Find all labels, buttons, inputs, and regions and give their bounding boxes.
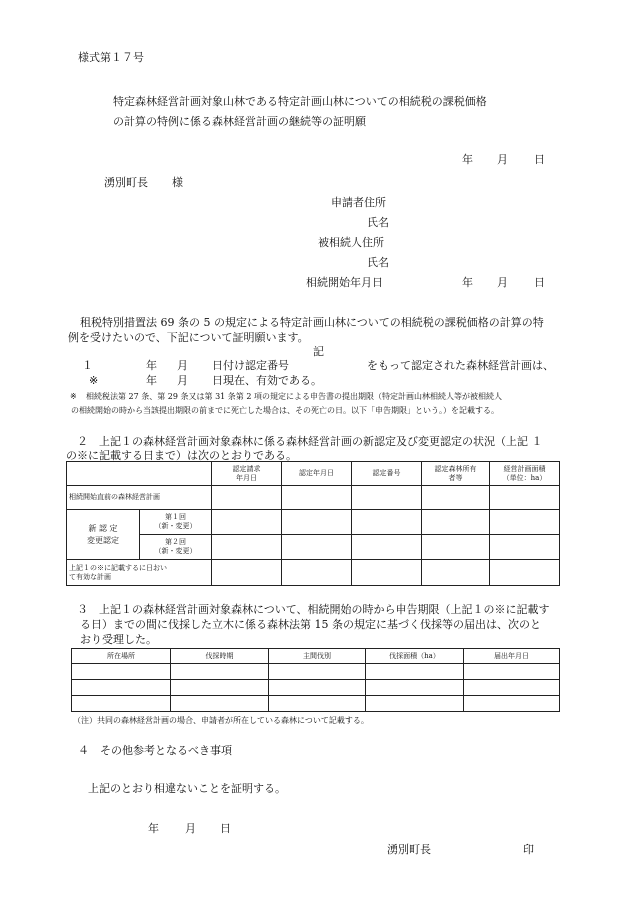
intro-line-2: 例を受けたいので、下記について証明願います。 [68,331,309,344]
title-line-2: の計算の特例に係る森林経営計画の継続等の証明願 [113,115,366,128]
table-cell [212,560,282,586]
table-row [72,664,560,680]
item2-line-1: ２ 上記１の森林経営計画対象森林に係る森林経営計画の新認定及び変更認定の状況（上記 １ [77,435,543,448]
table-header-row [67,462,560,486]
intro-line-1: 租税特別措置法 69 条の 5 の規定による特定計画山林についての相続税の課税価格の計算の特 [80,316,544,329]
table-cell [352,560,422,586]
certification-statement: 上記のとおり相違ないことを証明する。 [88,782,286,795]
table-cell [464,680,560,696]
row-label-valid-plan: 上記１の※に記載するに日おい て有効な計画 [67,560,212,586]
table-header-cell: 届出年月日 [464,649,560,664]
seal-mark: 印 [523,843,534,856]
table-cell [352,535,422,560]
table-header-cell: 認定森林所有 者等 [422,462,490,486]
table-header-cell: 所在場所 [72,649,171,664]
table-header-cell: 伐採面積（ha） [366,649,464,664]
table-cell [282,510,352,535]
addressee-honorific: 様 [172,176,183,189]
item1-month: 月 [177,359,188,372]
table-cell [171,664,269,680]
item1-mark: ※ [89,374,99,387]
table-cell [352,486,422,510]
applicant-address-label: 申請者住所 [331,196,386,209]
table-cell [269,664,366,680]
item1-year: 年 [146,359,157,372]
item3-line-1: ３ 上記１の森林経営計画対象森林について、相続開始の時から申告期限（上記１の※に記載す [77,603,550,616]
title-line-1: 特定森林経営計画対象山林である特定計画山林についての相続税の課税価格 [113,95,487,108]
table-cell [72,680,171,696]
item1-note-line-1: 相続税法第 27 条、第 29 条又は第 31 条第 2 項の規定による申告書の提出期限（特定計画山林相続人等が被相続人 [86,392,502,401]
table-header-cell: 認定番号 [352,462,422,486]
table-cell [366,680,464,696]
table-cell [366,664,464,680]
item2-line-2: の※に記載する日まで）は次のとおりである。 [66,449,297,462]
date-bottom-month: 月 [185,822,196,835]
table-cell [269,680,366,696]
table-cell [171,680,269,696]
table-cell [72,696,171,712]
date-bottom-day: 日 [220,822,231,835]
table-cell [464,696,560,712]
table-row [67,560,560,586]
table-header-row [72,649,560,664]
table-row [72,680,560,696]
item1-note-line-2: の相続開始の時から当該提出期限の前までに死亡した場合は、その死亡の日。以下「申告期限」という。）を記載する。 [71,406,499,415]
row-group-new-change: 新 認 定 変更認定 [67,510,140,560]
ki-heading: 記 [313,345,324,358]
table-cell [366,696,464,712]
item3-line-3: おり受理した。 [80,633,157,646]
inheritance-start-date-label: 相続開始年月日 [306,276,383,289]
date-top-month: 月 [497,153,508,166]
table-header-cell: 経営計画面積 （単位：ha） [490,462,560,486]
table-row [67,486,560,510]
table-header-cell: 伐採時期 [171,649,269,664]
table-header-cell: 認定請求 年月日 [212,462,282,486]
start-month: 月 [497,276,508,289]
decedent-name-label: 氏名 [367,256,389,269]
item1-year-2: 年 [146,374,157,387]
table-cell [72,664,171,680]
table-cell [490,560,560,586]
table-cell [490,510,560,535]
table-cell [422,535,490,560]
table-cell [490,486,560,510]
item3-line-2: る日）までの間に伐採した立木に係る森林法第 15 条の規定に基づく伐採等の届出は、次のと [80,618,541,631]
item1-text-1: 日付け認定番号 [212,359,289,372]
table-cell [464,664,560,680]
item1-text-3: 日現在、有効である。 [212,374,322,387]
table-cell [212,510,282,535]
table-cell [490,535,560,560]
item1-text-2: をもって認定された森林経営計画は、 [367,359,554,372]
row-sub-label-first: 第１回 （新・変更） [140,510,212,535]
date-top-day: 日 [534,153,545,166]
table-row [67,510,560,535]
table-header-cell: 認定年月日 [282,462,352,486]
signer-name: 湧別町長 [387,843,431,856]
item1-number: １ [82,359,93,372]
row-label-before-inheritance: 相続開始直前の森林経営計画 [67,486,212,510]
item3-note: （注）共同の森林経営計画の場合、申請者が所在している森林について記載する。 [73,716,369,725]
table-cell [282,486,352,510]
table-header-empty [67,462,212,486]
table-cell [422,560,490,586]
table-row [72,696,560,712]
table-row [67,535,560,560]
date-top-year: 年 [462,153,473,166]
table-cell [212,486,282,510]
felling-notification-table [71,648,560,712]
form-number: 様式第１７号 [78,51,144,64]
table-cell [282,535,352,560]
table-header-cell: 主間伐別 [269,649,366,664]
item1-month-2: 月 [177,374,188,387]
start-year: 年 [462,276,473,289]
item1-note-mark: ※ [70,392,77,401]
row-sub-label-second: 第２回 （新・変更） [140,535,212,560]
table-cell [422,486,490,510]
certification-status-table [66,461,560,586]
applicant-name-label: 氏名 [367,216,389,229]
table-cell [212,535,282,560]
date-bottom-year: 年 [148,822,159,835]
start-day: 日 [534,276,545,289]
item4-heading: ４ その他参考となるべき事項 [78,744,232,757]
table-cell [352,510,422,535]
table-cell [282,560,352,586]
table-cell [269,696,366,712]
decedent-address-label: 被相続人住所 [318,236,384,249]
addressee-name: 湧別町長 [104,176,148,189]
table-cell [422,510,490,535]
table-cell [171,696,269,712]
